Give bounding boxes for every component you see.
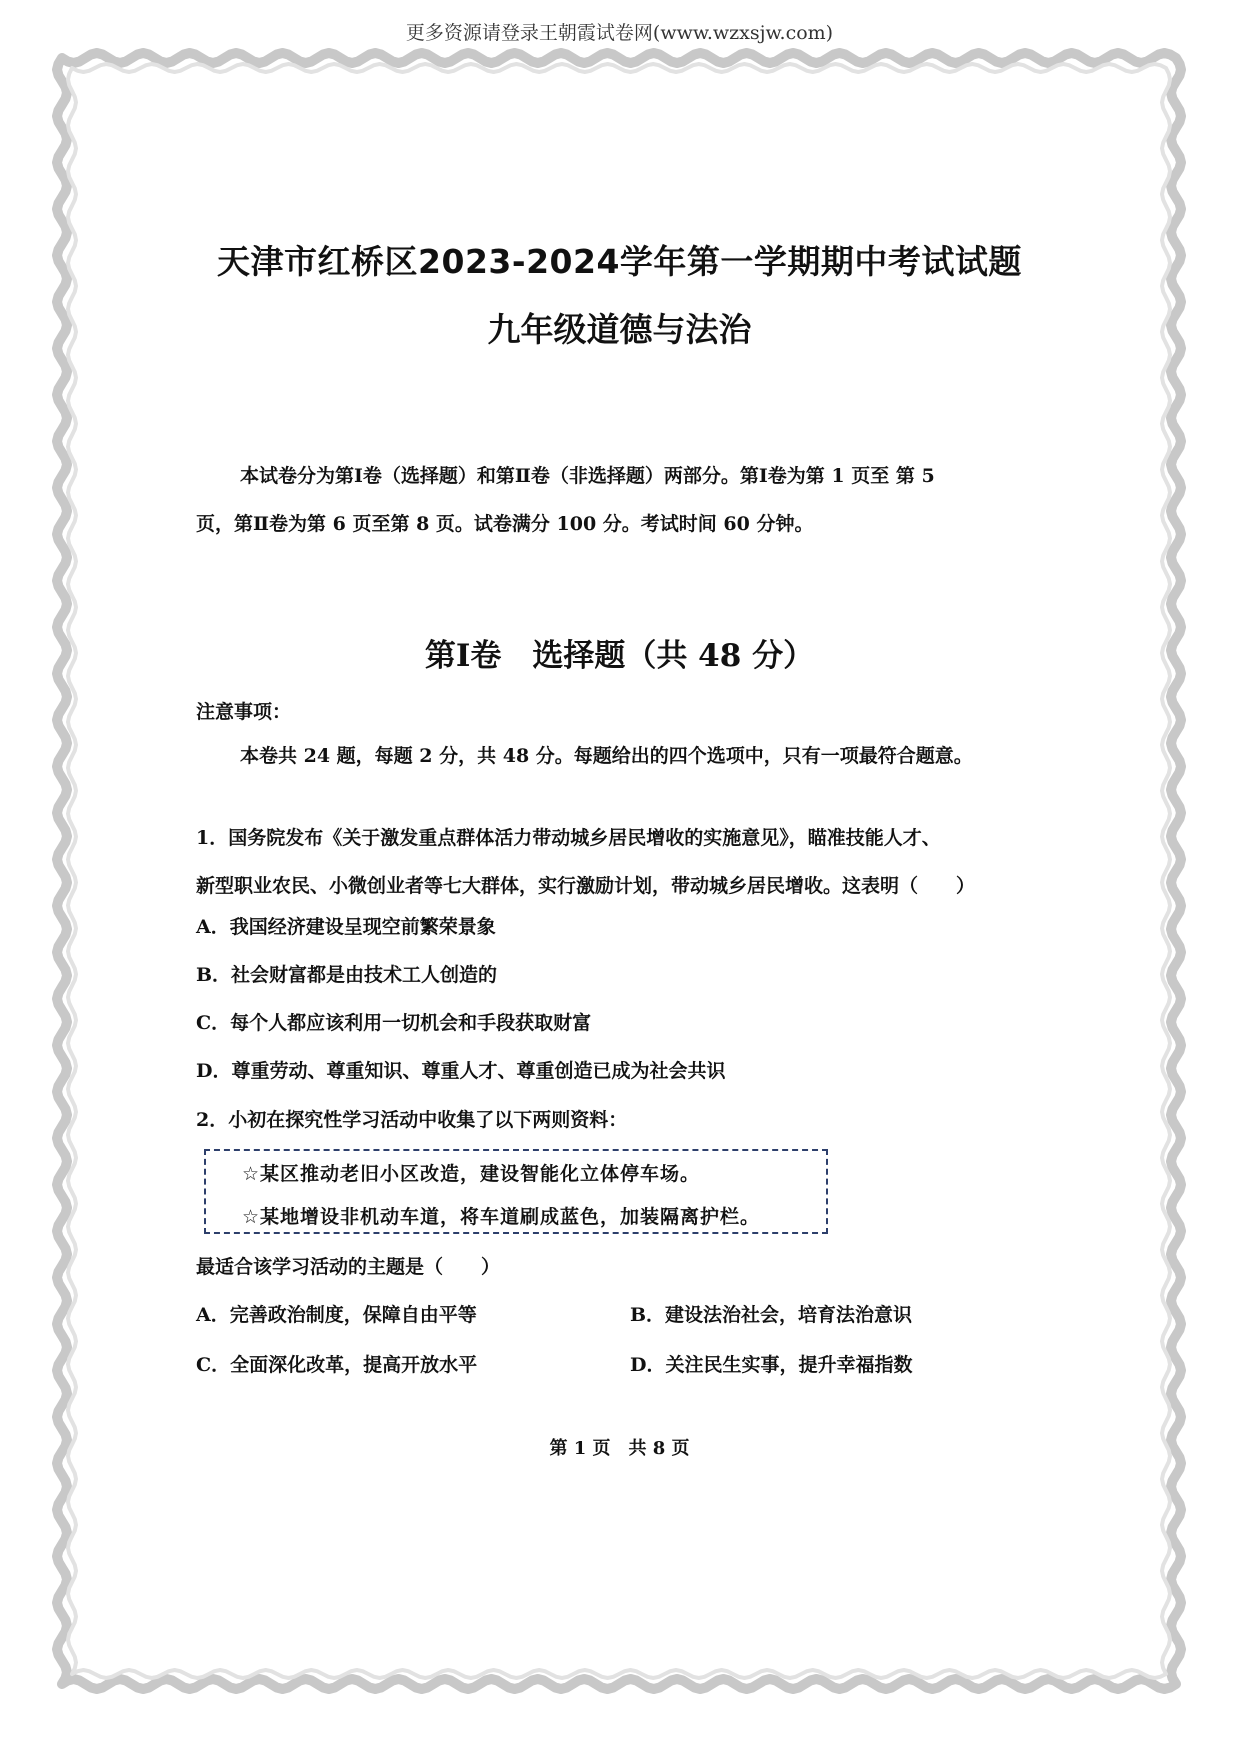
question-1-option-a: A．我国经济建设呈现空前繁荣景象 (196, 916, 496, 938)
question-1-option-d: D．尊重劳动、尊重知识、尊重人才、尊重创造已成为社会共识 (196, 1060, 726, 1082)
material-item-1: ☆某区推动老旧小区改造，建设智能化立体停车场。 (242, 1163, 701, 1185)
page-number: 第 1 页 共 8 页 (549, 1438, 690, 1459)
instructions-line-1: 本试卷分为第Ⅰ卷（选择题）和第Ⅱ卷（非选择题）两部分。第Ⅰ卷为第 1 页至 第 5 (240, 465, 935, 487)
notes-body: 本卷共 24 题，每题 2 分，共 48 分。每题给出的四个选项中，只有一项最符合题意。 (240, 745, 973, 767)
question-2-stem: 2．小初在探究性学习活动中收集了以下两则资料： (196, 1109, 628, 1131)
question-2-prompt: 最适合该学习活动的主题是（ ） (196, 1256, 501, 1278)
section-heading: 第Ⅰ卷 选择题（共 48 分） (424, 638, 815, 674)
source-header: 更多资源请登录王朝霞试卷网(www.wzxsjw.com) (405, 22, 834, 44)
exam-title: 天津市红桥区2023-2024学年第一学期期中考试试题 (217, 242, 1022, 281)
question-1-stem (196, 814, 1096, 910)
question-1-line-1: 1．国务院发布《关于激发重点群体活力带动城乡居民增收的实施意见》，瞄准技能人才、 (196, 827, 941, 849)
question-2-option-c: C．全面深化改革，提高开放水平 (196, 1354, 478, 1376)
question-2-material-box (204, 1149, 828, 1234)
material-item-2: ☆某地增设非机动车道，将车道刷成蓝色，加装隔离护栏。 (242, 1206, 761, 1228)
question-2-option-b: B．建设法治社会，培育法治意识 (630, 1304, 913, 1326)
question-1-option-b: B．社会财富都是由技术工人创造的 (196, 964, 498, 986)
exam-subject: 九年级道德与法治 (487, 310, 752, 349)
instructions-line-2: 页，第Ⅱ卷为第 6 页至第 8 页。试卷满分 100 分。考试时间 60 分钟。 (196, 513, 814, 535)
question-1-line-2: 新型职业农民、小微创业者等七大群体，实行激励计划，带动城乡居民增收。这表明（ ） (196, 875, 976, 897)
exam-instructions (196, 452, 1056, 548)
question-2-option-a: A．完善政治制度，保障自由平等 (196, 1304, 477, 1326)
notes-heading: 注意事项： (196, 701, 292, 723)
question-2-option-d: D．关注民生实事，提升幸福指数 (630, 1354, 913, 1376)
question-1-option-c: C．每个人都应该利用一切机会和手段获取财富 (196, 1012, 592, 1034)
